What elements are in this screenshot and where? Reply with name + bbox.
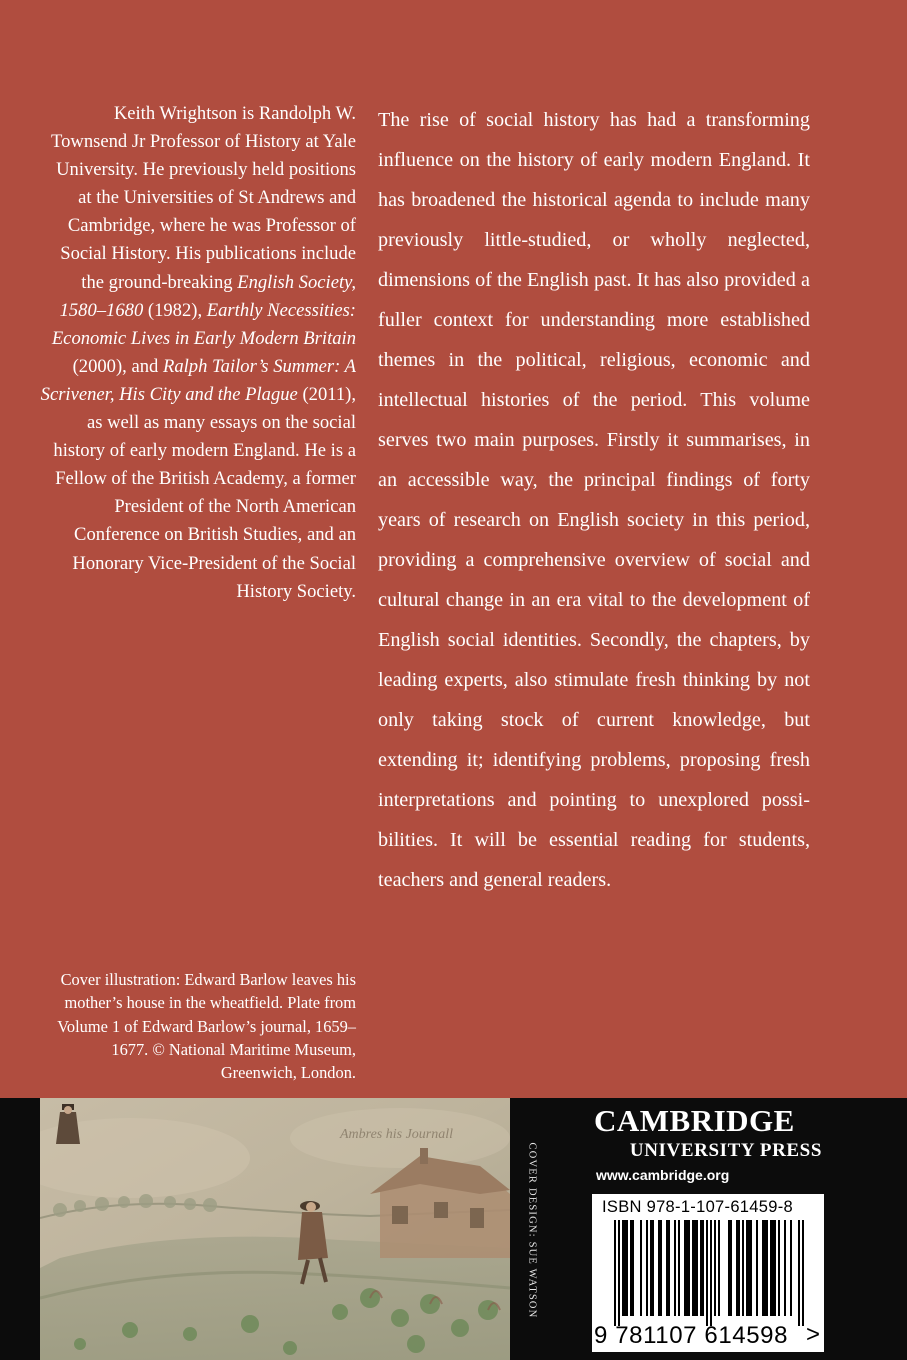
barcode-bar: [624, 1220, 626, 1316]
barcode-bar: [632, 1220, 634, 1316]
designer-credit-text: COVER DESIGN: SUE WATSON: [526, 1142, 538, 1318]
barcode-bar: [622, 1220, 624, 1316]
barcode-bar: [742, 1220, 744, 1316]
barcode-bar: [614, 1220, 616, 1326]
barcode-bar: [706, 1220, 708, 1326]
manuscript-inscription: Ambres his Journall: [340, 1127, 454, 1142]
barcode-bar: [718, 1220, 720, 1316]
author-bio-text-1: Keith Wrightson is Randolph W. Townsend Jr Professor of History at Yale University. He previously held positions at the Universities of St Andrews and Cambridge, where he was Professor of Social History. His publications include the ground-breaking: [51, 103, 356, 293]
barcode-bar: [802, 1220, 804, 1326]
barcode-bar: [766, 1220, 768, 1316]
barcode-bar: [764, 1220, 766, 1316]
barcode-bar: [756, 1220, 758, 1316]
barcode-bar: [618, 1220, 620, 1326]
designer-credit: [520, 1108, 544, 1352]
barcode-bar: [640, 1220, 642, 1316]
barcode-bar: [710, 1220, 712, 1326]
barcode-bar: [784, 1220, 786, 1316]
barcode-bar: [668, 1220, 670, 1316]
barcode-bar: [790, 1220, 792, 1316]
barcode-digits: 9 781107 614598: [594, 1322, 789, 1349]
barcode-bar: [684, 1220, 686, 1316]
barcode-bar: [730, 1220, 732, 1316]
barcode-bar: [728, 1220, 730, 1316]
isbn-barcode: [592, 1194, 824, 1352]
cover-illustration: [40, 1098, 510, 1360]
barcode-bar: [778, 1220, 780, 1316]
barcode-bar: [738, 1220, 740, 1316]
barcode-bar: [652, 1220, 654, 1316]
barcode-bar: [678, 1220, 680, 1316]
barcode-bar: [736, 1220, 738, 1316]
author-bio-text-3: (2000), and: [72, 355, 163, 377]
barcode-bar: [762, 1220, 764, 1316]
barcode-bar: [772, 1220, 774, 1316]
author-bio-text-2: (1982),: [143, 299, 207, 321]
barcode-bar: [630, 1220, 632, 1316]
author-bio-text-4: (2011), as well as many essays on the social history of early modern England. He is a Fellow of the British Academy, a former President of the North American Conference on British Studies, and an Honorary Vice-President of the Social History Society.: [53, 383, 356, 602]
barcode-bar: [686, 1220, 688, 1316]
barcode-bar: [702, 1220, 704, 1316]
barcode-bar: [700, 1220, 702, 1316]
barcode-bar: [770, 1220, 772, 1316]
barcode-bar: [674, 1220, 676, 1316]
barcode-bar: [660, 1220, 662, 1316]
isbn-label: ISBN 978-1-107-61459-8: [602, 1198, 793, 1216]
barcode-bar: [658, 1220, 660, 1316]
barcode-bar: [626, 1220, 628, 1316]
author-bio-title-1: English Society, 1580–1680: [59, 271, 356, 321]
publisher-logo-press: UNIVERSITY PRESS: [629, 1140, 822, 1161]
barcode-bar: [750, 1220, 752, 1316]
barcode-bar: [696, 1220, 698, 1316]
barcode-bar: [748, 1220, 750, 1316]
barcode-bar: [646, 1220, 648, 1316]
publisher-logo-name: CAMBRIDGE: [594, 1103, 795, 1138]
barcode-bar: [694, 1220, 696, 1316]
barcode-bar: [714, 1220, 716, 1316]
barcode-bar: [650, 1220, 652, 1316]
book-blurb: The rise of social history has had a transforming influence on the history of early modern England. It has broadened the historical agenda to include many previously little-studied, or wholly neglected, dimensions of the English past. It has also provided a fuller context for understanding more established themes in the political, religious, economic and intellectual histories of the period. This volume serves two main purposes. Firstly it summarises, in an accessible way, the principal findings of forty years of research on English society in this period, providing a comprehensive overview of social and cultural change in an era vital to the development of English social identities. Secondly, the chapters, by leading experts, also stimulate fresh thinking by not only taking stock of current knowledge, but extending it; identifying problems, proposing fresh interpretations and pointing to unexplored possibilities. It will be essential reading for students, teachers and general readers.: [378, 109, 810, 891]
barcode-bar: [746, 1220, 748, 1316]
barcode-bar: [798, 1220, 800, 1326]
author-bio-title-3: Ralph Tailor’s Summer: A Scrivener, His City and the Plague: [40, 355, 356, 405]
author-bio: [40, 100, 356, 606]
barcode-end-mark: >: [805, 1321, 820, 1348]
barcode-bar: [774, 1220, 776, 1316]
barcode-bar: [692, 1220, 694, 1316]
barcode-bar: [688, 1220, 690, 1316]
cover-illustration-credit: Cover illustration: Edward Barlow leaves his mother’s house in the wheatfield. Plate from Volume 1 of Edward Barlow’s journal, 1659–1677. © National Maritime Museum, Greenwich, London.: [57, 970, 356, 1083]
publisher-url: www.cambridge.org: [596, 1167, 730, 1183]
author-bio-title-2: Earthly Necessities: Economic Lives in Early Modern Britain: [51, 299, 356, 349]
barcode-bar: [666, 1220, 668, 1316]
